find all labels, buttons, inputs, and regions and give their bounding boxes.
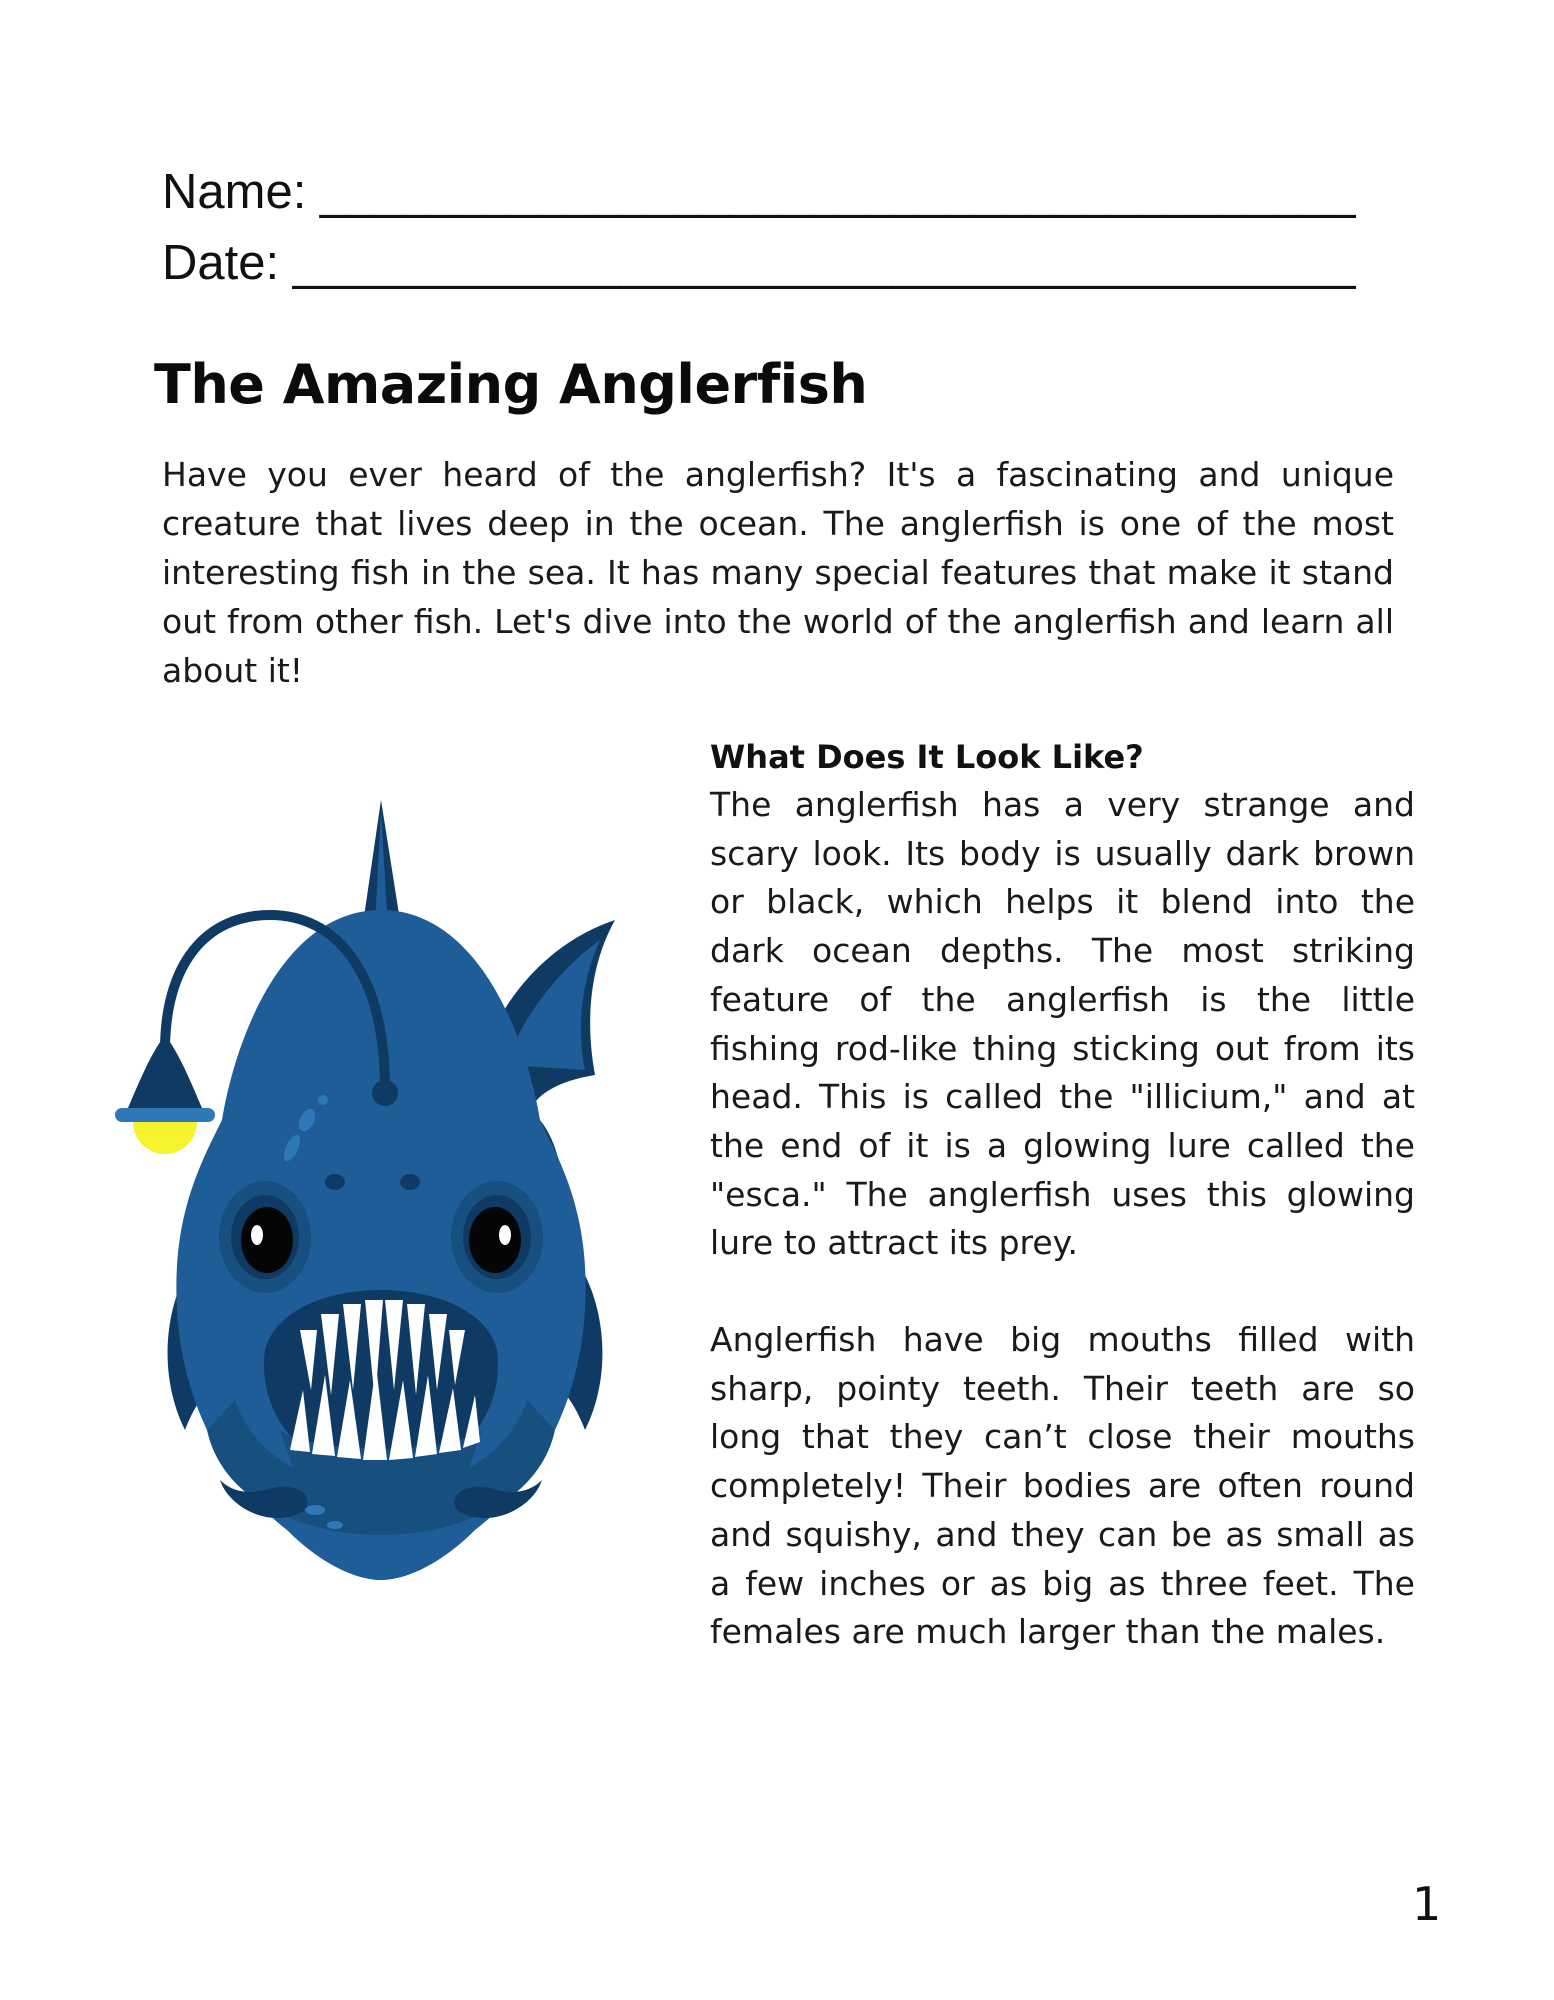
- date-field-label: Date: _______________________________________: [162, 236, 1356, 290]
- look-section: [710, 733, 1415, 1657]
- anglerfish-illustration: [85, 790, 665, 1620]
- look-paragraph-1: The anglerfish has a very strange and scary look. Its body is usually dark brown or black, which helps it blend into the dark ocean depths. The most striking feature of the anglerfish is the little fishing rod-like thing sticking out from its head. This is called the "illicium," and at the end of it is a glowing lure called the "esca." The anglerfish uses this glowing lure to attract its prey.: [710, 785, 1415, 1263]
- page-title: The Amazing Anglerfish: [154, 353, 868, 416]
- section-heading: What Does It Look Like?: [710, 738, 1144, 776]
- page-number: 1: [1412, 1877, 1442, 1931]
- look-paragraph-2: Anglerfish have big mouths filled with sharp, pointy teeth. Their teeth are so long that they can’t close their mouths completely! Their bodies are often round and squishy, and they can be as small as a few inches or as big as three feet. The females are much larger than the males.: [710, 1320, 1415, 1652]
- right-eye: [451, 1181, 543, 1293]
- esca-lure: [115, 1035, 215, 1154]
- left-eye: [219, 1181, 311, 1293]
- name-field-label: Name: ______________________________________: [162, 165, 1356, 219]
- intro-paragraph: Have you ever heard of the anglerfish? It's a fascinating and unique creature that lives deep in the ocean. The anglerfish is one of the most interesting fish in the sea. It has many special features that make it stand out from other fish. Let's dive into the world of the anglerfish and learn all about it!: [162, 455, 1394, 690]
